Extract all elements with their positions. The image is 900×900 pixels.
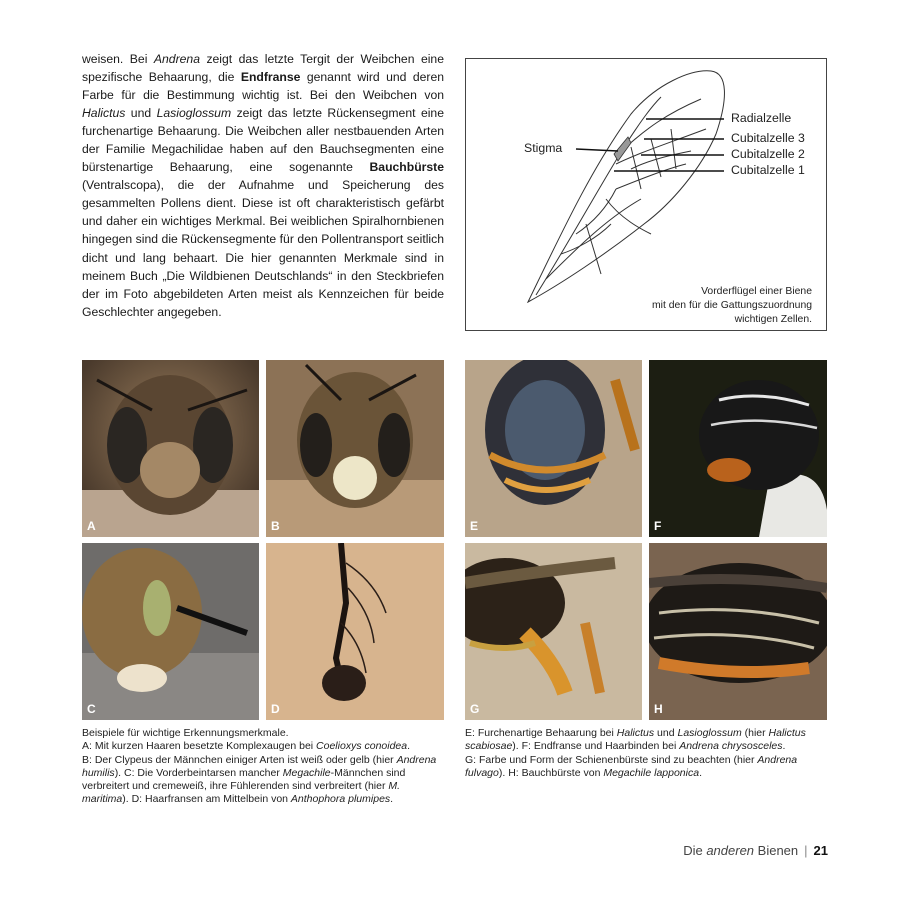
species-name: Halictus	[616, 727, 655, 739]
footer-text: Die	[683, 843, 707, 858]
wing-caption-line: Vorderflügel einer Biene	[701, 286, 812, 297]
text-run: ). F: Endfranse und Haarbinden bei	[512, 740, 680, 753]
species-name: Lasioglossum	[677, 727, 742, 739]
text-run: .	[699, 766, 702, 779]
photo-letter: B	[271, 519, 280, 533]
caption-left	[82, 727, 446, 807]
caption-right	[465, 727, 830, 780]
photo-d	[266, 543, 444, 720]
photo-g	[465, 543, 642, 720]
caption-line	[82, 754, 446, 807]
body-paragraph	[82, 50, 444, 321]
text-run: zeigt das letzte Rückensegment eine furchenartige Behaarung. Die Weibchen aller nestbauenden Arten der Familie Megachilidae haben auf den Bauchsegmenten eine bürstenartige Behaarung, eine sogenannte	[82, 106, 444, 175]
text-run: G: Farbe und Form der Schienenbürste sind zu beachten (hier	[465, 753, 758, 766]
bold-term: Bauchbürste	[369, 160, 444, 175]
cubitalzelle-2-label: Cubitalzelle 2	[731, 147, 805, 161]
photo-letter: E	[470, 519, 479, 533]
wing-figure	[465, 58, 827, 331]
photo-h	[649, 543, 827, 720]
species-name: Andrena chrysosceles	[679, 740, 783, 753]
italic-term: Andrena	[153, 52, 200, 66]
stigma-label: Stigma	[524, 141, 563, 155]
footer-separator: |	[804, 843, 808, 858]
photo-letter: D	[271, 702, 280, 716]
photo-c	[82, 543, 259, 720]
species-name: Coelioxys conoidea	[316, 740, 408, 753]
cubitalzelle-1-label: Cubitalzelle 1	[731, 163, 805, 177]
radialzelle-label: Radialzelle	[731, 111, 792, 125]
photo-letter: G	[470, 702, 480, 716]
photo-letter: H	[654, 702, 663, 716]
text-run: .	[407, 740, 411, 753]
bold-term: Endfranse	[240, 70, 301, 85]
text-run: B: Der Clypeus der Männchen einiger Arten ist weiß oder gelb (hier	[82, 753, 397, 766]
text-run: E: Furchenartige Behaarung bei	[465, 727, 617, 739]
text-run: A: Mit kurzen Haaren besetzte Komplexaugen bei	[82, 740, 317, 753]
wing-caption	[572, 285, 812, 327]
text-run: (hier	[741, 727, 769, 739]
species-name: Anthophora plumipes	[290, 793, 391, 806]
text-run: ). D: Haarfransen am Mittelbein von	[122, 793, 291, 806]
photo-letter: C	[87, 702, 96, 716]
caption-line	[82, 740, 446, 753]
text-run: zeigt das letzte Tergit der Weibchen eine spezifische Behaarung, die	[82, 52, 444, 85]
page-number: 21	[813, 843, 828, 858]
footer-text: anderen	[706, 843, 755, 858]
wing-caption-line: mit den für die Gattungszuordnung	[652, 300, 812, 311]
wing-caption-line: wichtigen Zellen.	[734, 314, 812, 325]
species-name: Megachile	[282, 766, 331, 779]
text-run: und	[654, 727, 678, 739]
text-run: .	[782, 740, 786, 753]
text-run: und	[125, 106, 157, 121]
photo-letter: A	[87, 519, 96, 533]
text-run: weisen. Bei	[82, 52, 154, 66]
cubitalzelle-3-label: Cubitalzelle 3	[731, 131, 805, 145]
italic-term: Lasioglossum	[156, 106, 232, 121]
species-name: Andrena humilis	[82, 753, 437, 779]
species-name: Megachile lapponica	[603, 766, 700, 779]
photo-b	[266, 360, 444, 537]
page-footer	[683, 843, 828, 858]
photo-f	[649, 360, 827, 537]
text-run: -Männchen sind verbreitert und cremeweiß, ihre Fühlerenden sind verbreitert (hier	[82, 766, 406, 793]
photo-e	[465, 360, 642, 537]
caption-line: Beispiele für wichtige Erkennungsmerkmale.	[82, 727, 289, 739]
species-name: Halictus scabiosae	[465, 727, 806, 753]
text-run: (Ventralscopa), die der Aufnahme und Speicherung des gesammelten Pollens dient. Diese ist oft charakteristisch gefärbt und daher ein wichtiges Merkmal. Bei weiblichen Spiralhornbienen hingegen sind die Rückensegmente für den Pollentransport seitlich dicht und lang behaart. Die hier genannten Merkmale sind in meinem Buch „Die Wildbienen Deutschlands“ in den Steckbriefen der im Foto abgebildeten Arten meist als Kennzeichen für beide Geschlechter angegeben.	[82, 178, 444, 319]
text-run: ). C: Die Vorderbeintarsen mancher	[114, 766, 283, 779]
species-name: M. maritima	[82, 780, 401, 806]
text-run: ). H: Bauchbürste von	[498, 766, 604, 779]
text-run: .	[390, 793, 394, 806]
italic-term: Halictus	[82, 106, 126, 121]
footer-text: Bienen	[754, 843, 799, 858]
photo-a	[82, 360, 259, 537]
photo-letter: F	[654, 519, 662, 533]
species-name: Andrena fulvago	[465, 753, 798, 779]
text-run: genannt wird und deren Farbe für die Bestimmung wichtig ist. Bei den Weibchen von	[82, 70, 445, 103]
